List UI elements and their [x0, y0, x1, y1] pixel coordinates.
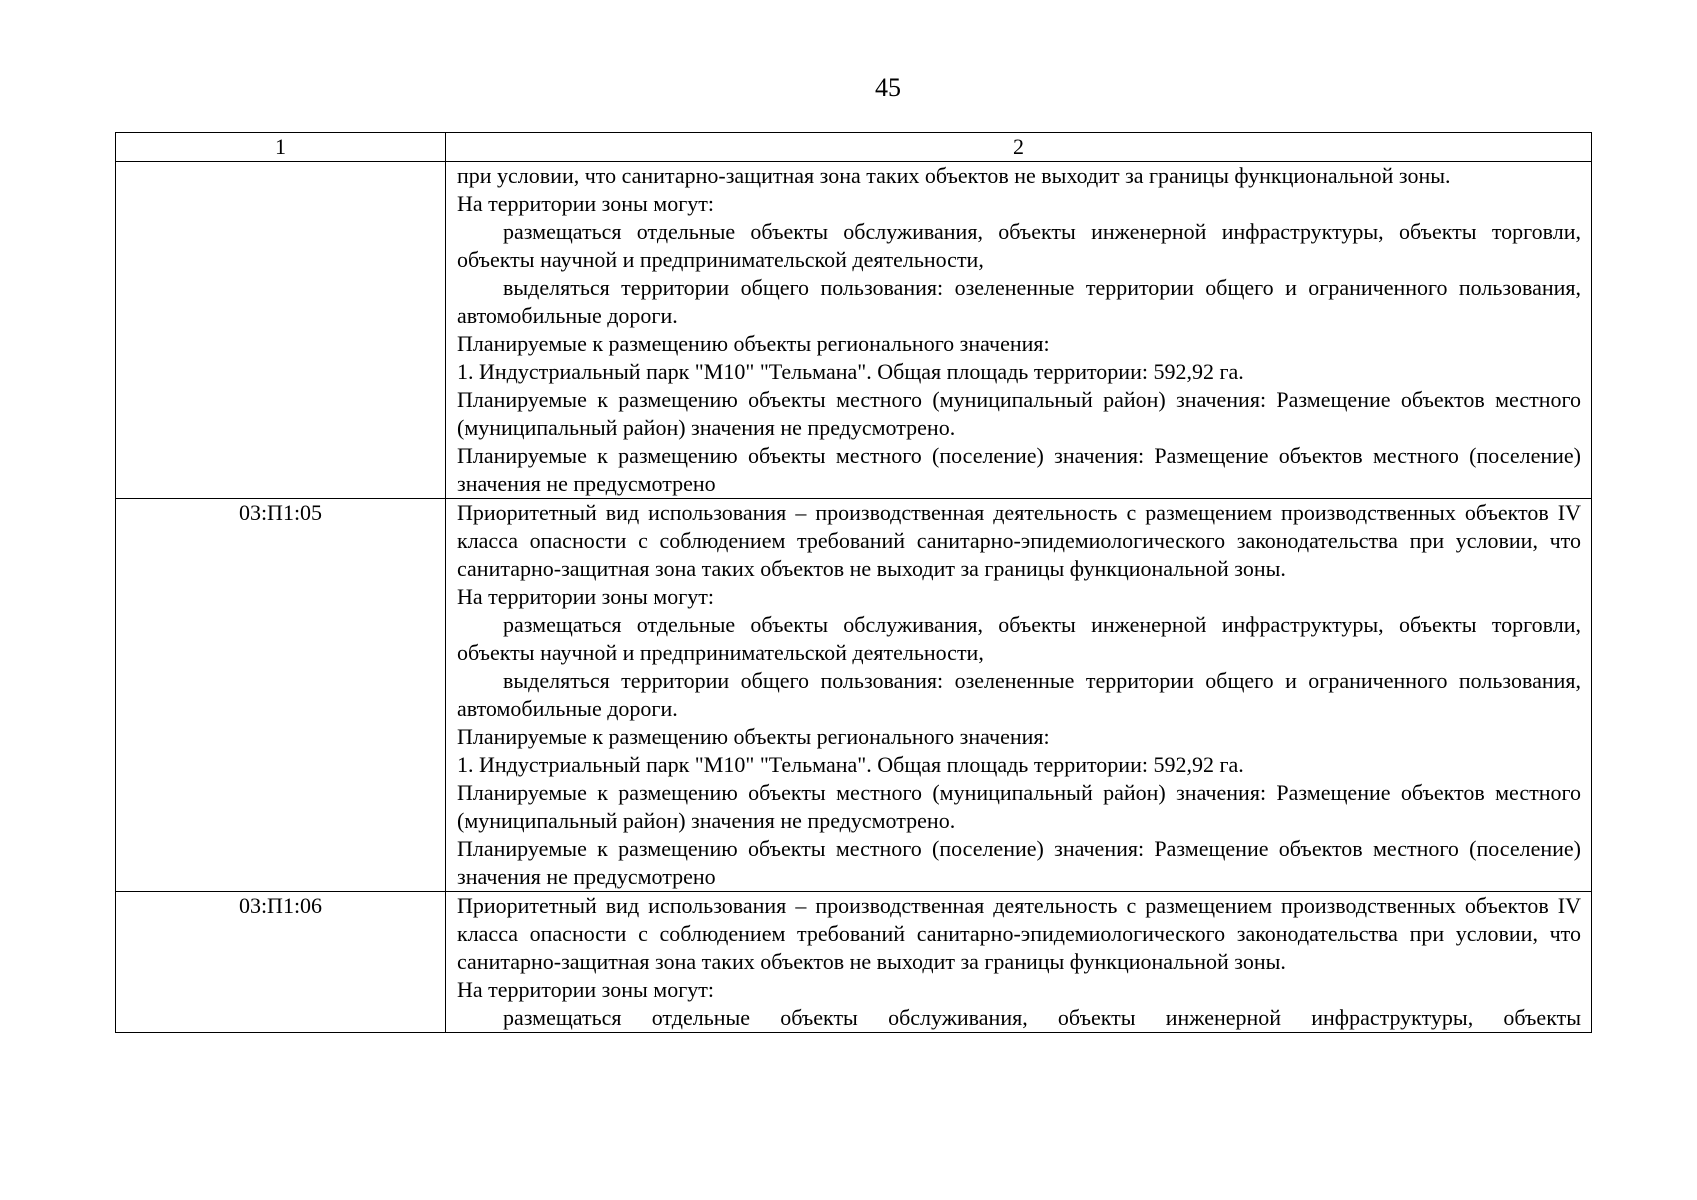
paragraph: Планируемые к размещению объекты регионального значения: [457, 331, 1050, 356]
zones-table [115, 132, 1592, 1033]
paragraph: выделяться территории общего пользования: озелененные территории общего и ограниченного пользования, автомобильные дороги. [457, 668, 1581, 721]
paragraph: На территории зоны могут: [457, 584, 714, 609]
table-row [116, 499, 1592, 892]
paragraph: 1. Индустриальный парк "М10" "Тельмана". Общая площадь территории: 592,92 га. [457, 359, 1244, 384]
paragraph: Планируемые к размещению объекты местного (поселение) значения: Размещение объектов местного (поселение) значения не предусмотрено [457, 443, 1581, 496]
zone-code-cell: 03:П1:06 [116, 892, 446, 1033]
table-row [116, 162, 1592, 499]
paragraph: Планируемые к размещению объекты местного (муниципальный район) значения: Размещение объектов местного (муниципальный район) значения не предусмотрено. [457, 780, 1581, 833]
zone-code-cell [116, 162, 446, 499]
paragraph: Приоритетный вид использования – производственная деятельность с размещением производственных объектов IV класса опасности с соблюдением требований санитарно-эпидемиологического законодательства при условии, что санитарно-защитная зона таких объектов не выходит за границы функциональной зоны. [457, 500, 1581, 581]
zone-code-cell: 03:П1:05 [116, 499, 446, 892]
paragraph: выделяться территории общего пользования: озелененные территории общего и ограниченного пользования, автомобильные дороги. [457, 275, 1581, 328]
table-row [116, 892, 1592, 1033]
paragraph: размещаться отдельные объекты обслуживания, объекты инженерной инфраструктуры, объекты торговли, объекты научной и предпринимательской деятельности, [457, 219, 1581, 272]
column-header-1: 1 [116, 133, 446, 162]
paragraph: Планируемые к размещению объекты местного (муниципальный район) значения: Размещение объектов местного (муниципальный район) значения не предусмотрено. [457, 387, 1581, 440]
paragraph: Планируемые к размещению объекты регионального значения: [457, 724, 1050, 749]
paragraph: 1. Индустриальный парк "М10" "Тельмана". Общая площадь территории: 592,92 га. [457, 752, 1244, 777]
paragraph: На территории зоны могут: [457, 191, 714, 216]
zone-description-cell [446, 499, 1592, 892]
paragraph: размещаться отдельные объекты обслуживания, объекты инженерной инфраструктуры, объекты торговли, объекты научной и предпринимательской деятельности, [457, 612, 1581, 665]
paragraph: размещаться отдельные объекты обслуживания, объекты инженерной инфраструктуры, объекты [503, 1005, 1581, 1030]
paragraph: при условии, что санитарно-защитная зона таких объектов не выходит за границы функциональной зоны. [457, 163, 1451, 188]
paragraph: Планируемые к размещению объекты местного (поселение) значения: Размещение объектов местного (поселение) значения не предусмотрено [457, 836, 1581, 889]
paragraph: На территории зоны могут: [457, 977, 714, 1002]
zone-description-cell [446, 892, 1592, 1033]
column-header-2: 2 [446, 133, 1592, 162]
zone-description-cell [446, 162, 1592, 499]
table-header-row [116, 133, 1592, 162]
page-number: 45 [875, 73, 901, 102]
paragraph: Приоритетный вид использования – производственная деятельность с размещением производственных объектов IV класса опасности с соблюдением требований санитарно-эпидемиологического законодательства при условии, что санитарно-защитная зона таких объектов не выходит за границы функциональной зоны. [457, 893, 1581, 974]
